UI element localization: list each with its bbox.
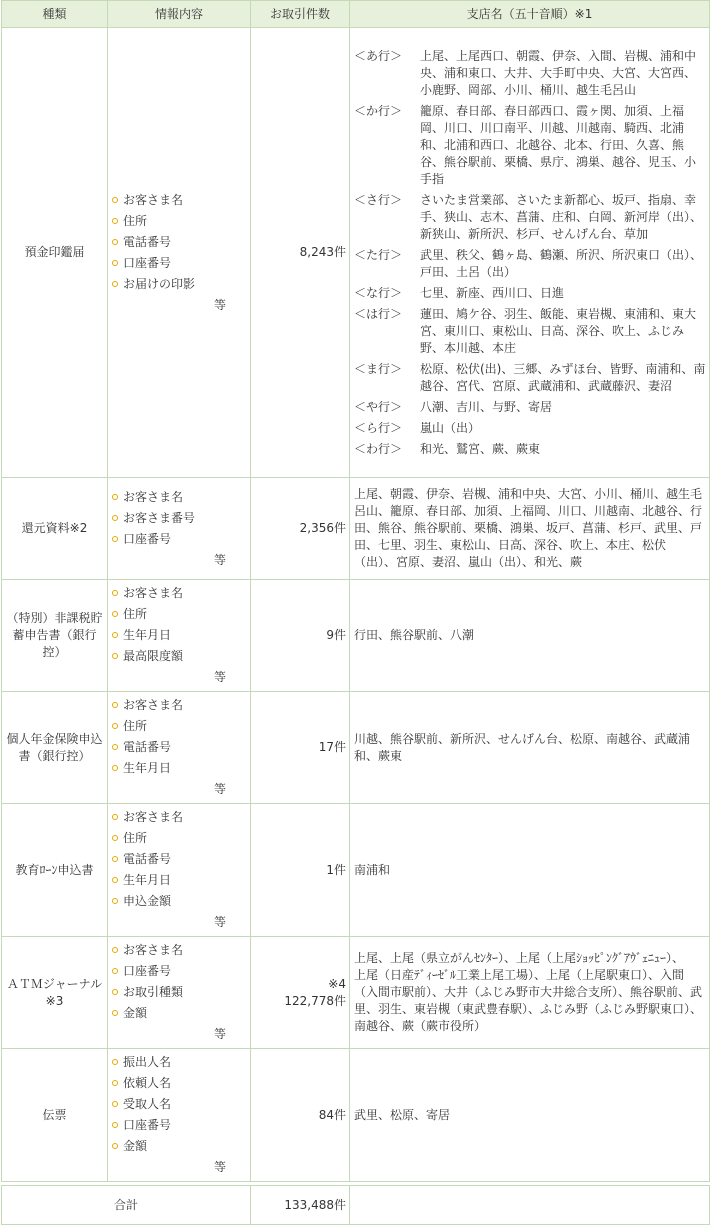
kana-label: ＜あ行＞: [354, 48, 403, 63]
kind-cell: ＡＴＭジャーナル※3: [2, 937, 108, 1049]
info-list: [111, 487, 246, 550]
info-list: [111, 1052, 246, 1157]
info-cell: [108, 937, 251, 1049]
kind-cell: 伝票: [2, 1049, 108, 1182]
info-cell: [108, 1049, 251, 1182]
info-item: 住所: [111, 211, 246, 232]
info-list: [111, 695, 246, 779]
etc-label: 等: [213, 1027, 226, 1041]
info-item: 生年月日: [111, 625, 246, 646]
branch-names: 籠原、春日部、春日部西口、霞ヶ関、加須、上福岡、川口、川口南平、川越、川越南、騎西、北浦和、北浦和西口、北越谷、北本、行田、久喜、熊谷、熊谷駅前、栗橋、県庁、鴻巣、越谷、児玉、小手指: [420, 103, 697, 186]
table-row: [2, 937, 710, 1049]
header-info: 情報内容: [108, 1, 251, 28]
branch-names: 嵐山（出）: [420, 420, 481, 435]
kana-group: [354, 399, 706, 416]
branch-names: 和光、鷲宮、蕨、蕨東: [420, 441, 541, 456]
header-branch: 支店名（五十音順）※1: [350, 1, 710, 28]
header-kind: 種類: [2, 1, 108, 28]
info-cell: [108, 692, 251, 804]
branch-names: 武里、秩父、鶴ヶ島、鶴瀬、所沢、所沢東口（出）、戸田、土呂（出）: [420, 247, 703, 279]
kana-group: [354, 192, 706, 243]
kana-group: [354, 103, 706, 188]
info-item: 口座番号: [111, 529, 246, 550]
info-item: 金額: [111, 1003, 246, 1024]
branch-line: 上尾、上尾（県立がんｾﾝﾀｰ）、上尾（上尾ｼｮｯﾋﾟﾝｸﾞｱｳﾞｪﾆｭｰ）、: [354, 951, 685, 965]
branch-cell: 川越、熊谷駅前、新所沢、せんげん台、松原、南越谷、武蔵浦和、蕨東: [350, 692, 710, 804]
total-label: 合計: [2, 1186, 251, 1225]
table-row: [2, 478, 710, 580]
kana-label: ＜か行＞: [354, 103, 403, 118]
info-item: 依頼人名: [111, 1073, 246, 1094]
info-item: 電話番号: [111, 849, 246, 870]
branch-names: 松原、松伏(出)、三郷、みずほ台、皆野、南浦和、南越谷、宮代、宮原、武蔵浦和、武蔵藤沢、妻沼: [420, 361, 706, 393]
branch-cell: [350, 937, 710, 1049]
info-cell: [108, 580, 251, 692]
kana-group: [354, 361, 706, 395]
kind-cell: 個人年金保険申込書（銀行控）: [2, 692, 108, 804]
table-row: [2, 804, 710, 937]
kana-label: ＜や行＞: [354, 399, 403, 414]
count-cell: 9件: [251, 580, 350, 692]
branch-names: さいたま営業部、さいたま新都心、坂戸、指扇、幸手、狭山、志木、菖蒲、庄和、白岡、新河岸（出）、新狭山、新所沢、杉戸、せんげん台、草加: [420, 192, 703, 241]
total-row: [2, 1186, 710, 1225]
etc-label: 等: [213, 552, 226, 567]
branch-cell: 行田、熊谷駅前、八潮: [350, 580, 710, 692]
branch-names: 七里、新座、西川口、日進: [420, 285, 565, 300]
info-cell: [108, 28, 251, 478]
count-cell: 2,356件: [251, 478, 350, 580]
info-item: お客さま番号: [111, 508, 246, 529]
kana-group: [354, 306, 706, 357]
info-item: 金額: [111, 1136, 246, 1157]
kana-label: ＜は行＞: [354, 306, 403, 321]
kana-label: ＜ま行＞: [354, 361, 403, 376]
info-list: [111, 190, 246, 295]
table-row: [2, 28, 710, 478]
count-value: 122,778件: [284, 993, 346, 1008]
count-cell: [251, 937, 350, 1049]
kind-cell: 預金印鑑届: [2, 28, 108, 478]
kind-cell: 還元資料※2: [2, 478, 108, 580]
kana-group: [354, 285, 706, 302]
header-count: お取引件数: [251, 1, 350, 28]
info-item: 申込金額: [111, 891, 246, 912]
info-list: [111, 940, 246, 1024]
info-item: お届けの印影: [111, 274, 246, 295]
info-item: 生年月日: [111, 870, 246, 891]
info-item: お客さま名: [111, 190, 246, 211]
branch-names: 上尾、上尾西口、朝霞、伊奈、入間、岩槻、浦和中央、浦和東口、大井、大手町中央、大宮、大宮西、小鹿野、岡部、小川、桶川、越生毛呂山: [420, 48, 697, 97]
header-row: [2, 1, 710, 28]
kana-group: [354, 441, 706, 458]
total-branch-cell: [350, 1186, 710, 1225]
info-cell: [108, 804, 251, 937]
kana-group: [354, 420, 706, 437]
info-item: 住所: [111, 716, 246, 737]
kana-label: ＜さ行＞: [354, 192, 403, 207]
info-item: 受取人名: [111, 1094, 246, 1115]
info-item: 口座番号: [111, 1115, 246, 1136]
info-item: 口座番号: [111, 961, 246, 982]
branch-cell: 南浦和: [350, 804, 710, 937]
info-item: お客さま名: [111, 583, 246, 604]
etc-label: 等: [213, 915, 226, 929]
table-row: [2, 692, 710, 804]
info-item: 生年月日: [111, 758, 246, 779]
info-item: お客さま名: [111, 940, 246, 961]
info-item: 電話番号: [111, 232, 246, 253]
info-list: [111, 583, 246, 667]
count-footnote: ※4: [328, 976, 346, 991]
branch-info-table: [1, 0, 710, 1225]
kind-cell: （特別）非課税貯蓄申告書（銀行控）: [2, 580, 108, 692]
total-count: 133,488件: [251, 1186, 350, 1225]
kana-group: [354, 48, 706, 99]
info-item: 住所: [111, 828, 246, 849]
branch-cell: [350, 28, 710, 478]
info-list: [111, 807, 246, 912]
count-cell: 84件: [251, 1049, 350, 1182]
branch-names: 蓮田、鳩ケ谷、羽生、飯能、東岩槻、東浦和、東大宮、東川口、東松山、日高、深谷、吹上、ふじみ野、本川越、本庄: [420, 306, 697, 355]
info-cell: [108, 478, 251, 580]
etc-label: 等: [213, 1160, 226, 1174]
etc-label: 等: [213, 670, 226, 684]
kana-label: ＜わ行＞: [354, 441, 403, 456]
kana-label: ＜な行＞: [354, 285, 403, 300]
info-item: お取引種類: [111, 982, 246, 1003]
info-item: 振出人名: [111, 1052, 246, 1073]
table-row: [2, 1049, 710, 1182]
etc-label: 等: [213, 782, 226, 796]
branch-cell: 上尾、朝霞、伊奈、岩槻、浦和中央、大宮、小川、桶川、越生毛呂山、籠原、春日部、加須、上福岡、川口、川越南、北越谷、行田、熊谷、熊谷駅前、栗橋、鴻巣、坂戸、菖蒲、杉戸、武里、戸田、七里、羽生、東松山、日高、深谷、吹上、本庄、松伏（出）、宮原、妻沼、嵐山（出）、和光、蕨: [350, 478, 710, 580]
info-item: 住所: [111, 604, 246, 625]
info-item: お客さま名: [111, 807, 246, 828]
info-item: 口座番号: [111, 253, 246, 274]
kana-label: ＜た行＞: [354, 247, 403, 262]
etc-label: 等: [213, 297, 226, 312]
kana-group: [354, 247, 706, 281]
count-cell: 1件: [251, 804, 350, 937]
branch-line: 上尾（日産ﾃﾞｨｰｾﾞﾙ工業上尾工場）、上尾（上尾駅東口）、入間（入間市駅前）、大井（ふじみ野市大井総合支所）、熊谷駅前、武里、羽生、東岩槻（東武豊春駅）、ふじみ野（ふじみ野駅東口）、南越谷、蕨（蕨市役所）: [354, 968, 703, 1033]
kana-label: ＜ら行＞: [354, 420, 403, 435]
count-cell: 17件: [251, 692, 350, 804]
kind-cell: 教育ﾛｰﾝ申込書: [2, 804, 108, 937]
branch-names: 八潮、吉川、与野、寄居: [420, 399, 553, 414]
info-item: 電話番号: [111, 737, 246, 758]
table-row: [2, 580, 710, 692]
info-item: お客さま名: [111, 487, 246, 508]
branch-cell: 武里、松原、寄居: [350, 1049, 710, 1182]
info-item: お客さま名: [111, 695, 246, 716]
count-cell: 8,243件: [251, 28, 350, 478]
info-item: 最高限度額: [111, 646, 246, 667]
